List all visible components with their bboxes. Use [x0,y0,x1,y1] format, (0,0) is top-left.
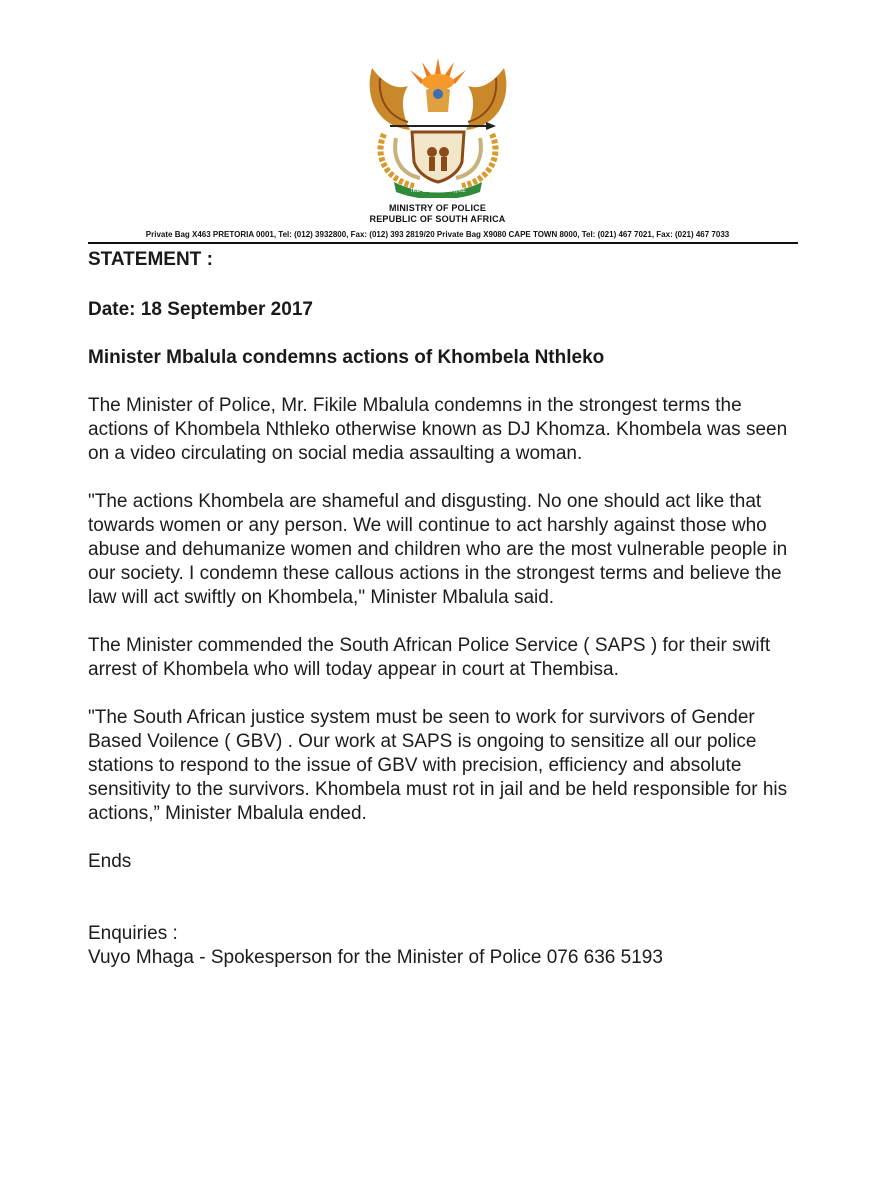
statement-label: STATEMENT : [88,249,213,270]
ends-label: Ends [88,851,132,872]
statement-title: Minister Mbalula condemns actions of Khombela Nthleko [88,347,605,368]
republic-name: REPUBLIC OF SOUTH AFRICA [369,214,506,224]
letterhead [0,0,875,250]
svg-text:!KE E: /XARRA //KE: !KE E: /XARRA //KE [410,187,466,194]
address-line: Private Bag X463 PRETORIA 0001, Tel: (012) 3932800, Fax: (012) 393 2819/20 Private Bag X9080 CAPE TOWN 8000, Tel: (021) 467 7021, Fax: (021) 467 7033 [145,230,730,239]
paragraph-3: The Minister commended the South African Police Service ( SAPS ) for their swift arrest of Khombela who will today appear in court at Thembisa. [88,635,771,680]
ministry-name: MINISTRY OF POLICE [388,203,487,213]
coat-of-arms-icon [362,56,514,198]
paragraph-2: "The actions Khombela are shameful and disgusting. No one should act like that towards women or any person. We will continue to act harshly against those who abuse and dehumanize women and children who are the most vulnerable people in our society. I condemn these callous actions in the strongest terms and believe the law will act swiftly on Khombela," Minister Mbalula said. [88,491,788,608]
enquiries-contact: Vuyo Mhaga - Spokesperson for the Minister of Police 076 636 5193 [88,947,663,968]
paragraph-4: "The South African justice system must be seen to work for survivors of Gender Based Voilence ( GBV) . Our work at SAPS is ongoing to sensitize all our police stations to respond to the issue of GBV with precision, efficiency and absolute sensitivity to the survivors. Khombela must rot in jail and be held responsible for his actions,” Minister Mbalula ended. [88,707,788,824]
paragraph-1: The Minister of Police, Mr. Fikile Mbalula condemns in the strongest terms the actions of Khombela Nthleko otherwise known as DJ Khomza. Khombela was seen on a video circulating on social media assaulting a woman. [88,395,788,464]
statement-date: Date: 18 September 2017 [88,299,313,320]
enquiries-label: Enquiries : [88,923,178,944]
header-divider [88,242,798,244]
statement-body [88,248,788,970]
